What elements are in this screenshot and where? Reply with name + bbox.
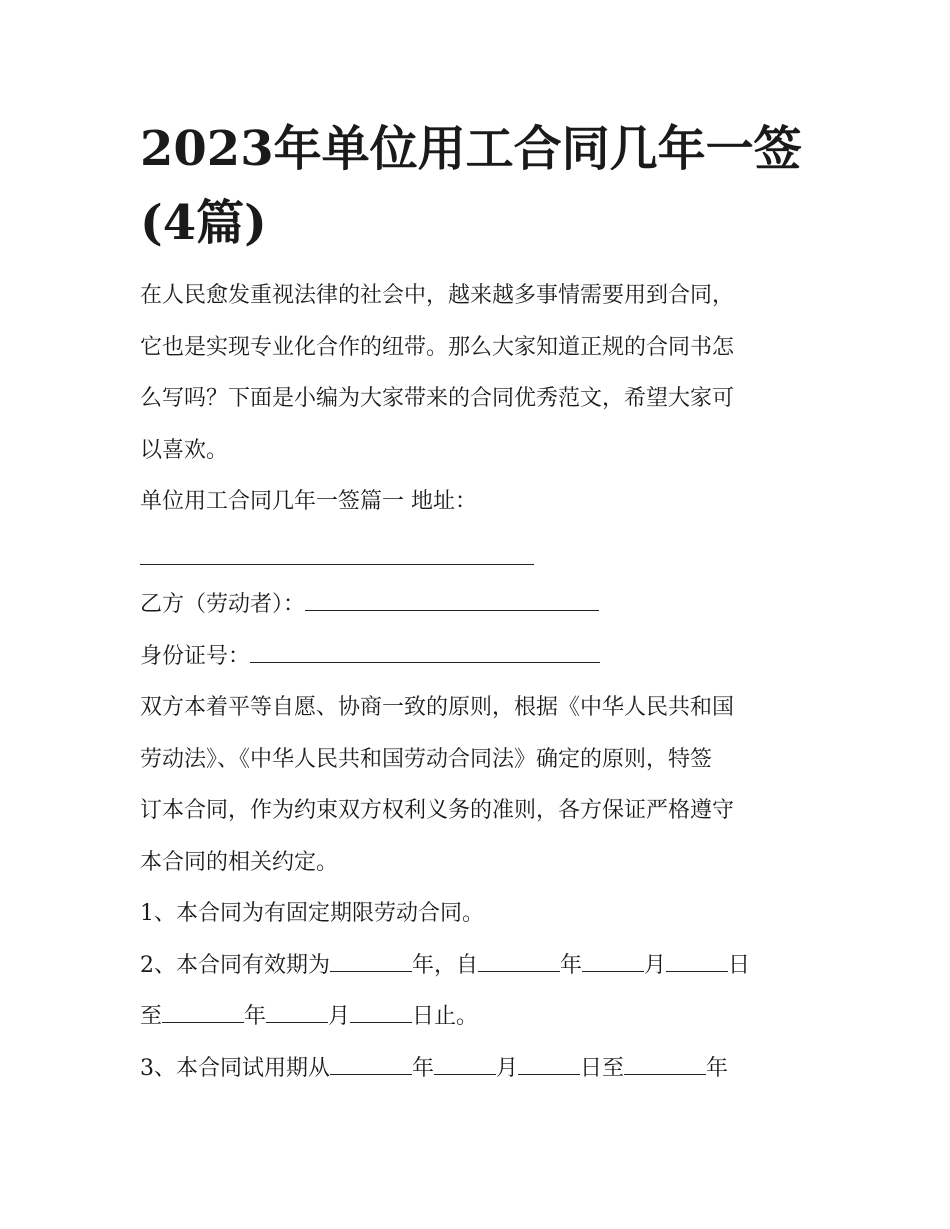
address-underline [140, 564, 534, 565]
term-years-blank [330, 949, 412, 972]
unit-month: 月 [496, 1055, 519, 1081]
probation-start-day-blank [518, 1052, 580, 1075]
clause-3-prefix: 3、本合同试用期从 [140, 1055, 330, 1081]
unit-year: 年 [706, 1055, 729, 1081]
intro-line: 以喜欢。 [140, 437, 229, 463]
unit-month: 月 [328, 1004, 351, 1029]
clause-2-line-2 [140, 991, 820, 1043]
id-number-label: 身份证号： [140, 643, 251, 669]
principle-line: 订本合同，作为约束双方权利义务的准则，各方保证严格遵守 [140, 798, 735, 823]
probation-end-year-blank [624, 1052, 706, 1075]
intro-line: 它也是实现专业化合作的纽带。那么大家知道正规的合同书怎 [140, 334, 735, 360]
end-suffix: 日止。 [412, 1004, 479, 1029]
principle-line: 双方本着平等自愿、协商一致的原则，根据《中华人民共和国 [140, 695, 735, 720]
start-month-blank [582, 949, 644, 972]
clause-3-line-1 [140, 1043, 820, 1095]
document-page [140, 112, 820, 1094]
unit-day: 日 [728, 952, 751, 978]
address-blank [140, 528, 820, 580]
intro-line: 么写吗？下面是小编为大家带来的合同优秀范文，希望大家可 [140, 386, 735, 411]
intro-line: 在人民愈发重视法律的社会中，越来越多事情需要用到合同， [140, 283, 735, 308]
principle-line: 劳动法》、《中华人民共和国劳动合同法》确定的原则，特签 [140, 746, 713, 772]
end-year-blank [162, 1000, 244, 1023]
unit-year: 年 [412, 1055, 435, 1081]
clause-3-day-to: 日至 [580, 1055, 625, 1081]
unit-month: 月 [644, 952, 667, 978]
clause-2-from: 年，自 [412, 952, 479, 978]
party-b-line [140, 579, 820, 631]
section-heading: 单位用工合同几年一签篇一 地址： [140, 489, 477, 514]
title-line-2: (4篇) [140, 195, 267, 251]
unit-year: 年 [560, 952, 583, 978]
principle-paragraph [140, 682, 820, 888]
start-year-blank [478, 949, 560, 972]
clause-2-prefix: 2、本合同有效期为 [140, 952, 330, 978]
start-day-blank [666, 949, 728, 972]
party-b-label: 乙方（劳动者）： [140, 592, 306, 617]
probation-start-year-blank [330, 1052, 412, 1075]
to-char: 至 [140, 1004, 163, 1029]
document-title [140, 112, 820, 260]
unit-year: 年 [244, 1004, 267, 1029]
intro-paragraph [140, 270, 820, 476]
end-day-blank [350, 1000, 412, 1023]
principle-line: 本合同的相关约定。 [140, 849, 339, 875]
id-number-blank [250, 640, 600, 663]
title-line-1: 2023年单位用工合同几年一签 [140, 121, 802, 177]
end-month-blank [266, 1000, 328, 1023]
clause-2-line-1 [140, 940, 820, 992]
party-b-blank [305, 588, 599, 611]
id-number-line [140, 631, 820, 683]
clause-1: 1、本合同为有固定期限劳动合同。 [140, 901, 484, 926]
probation-start-month-blank [434, 1052, 496, 1075]
